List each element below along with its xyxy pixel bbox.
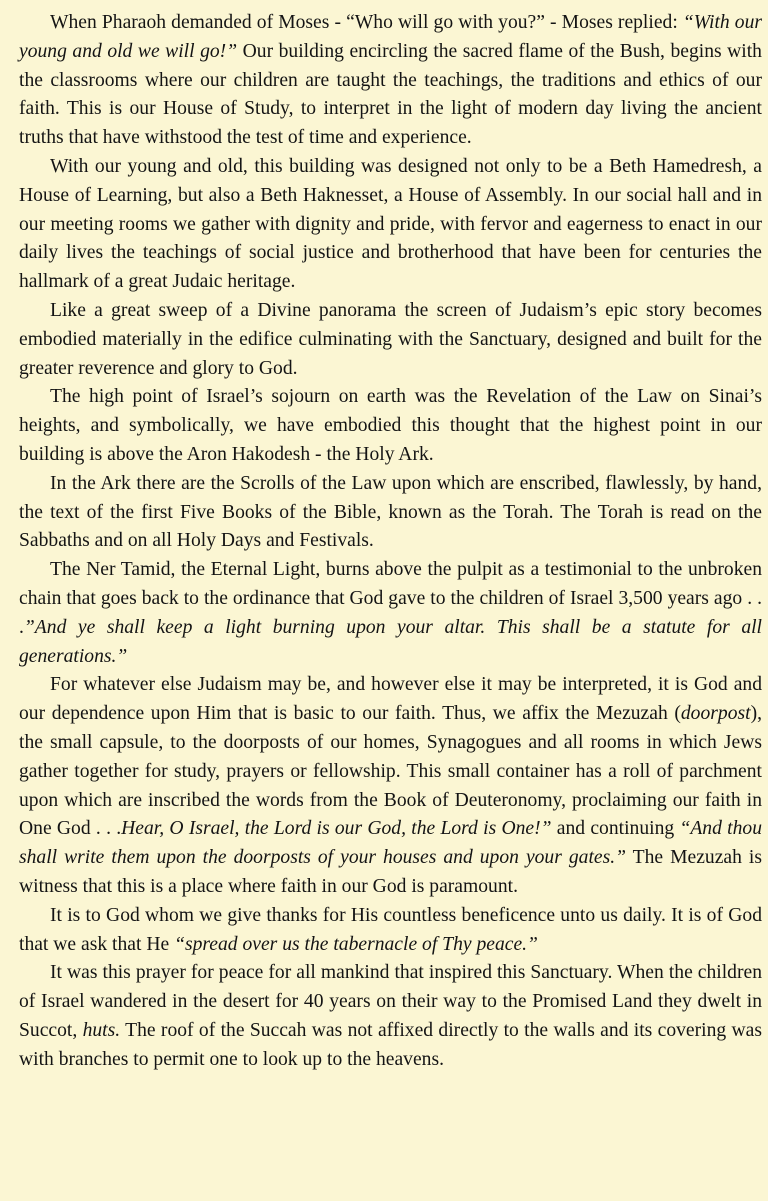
paragraph	[19, 297, 762, 383]
text-segment: The high point of Israel’s sojourn on earth was the Revelation of the Law on Sinai’s heights, and symbolically, we have embodied this thought that the highest point in our building is above the Aron Hakodesh - the Holy Ark.	[19, 386, 762, 465]
text-segment: It is to God whom we give thanks for His countless beneficence unto us daily. It is of God that we ask that He	[19, 904, 762, 955]
document-body	[19, 9, 762, 1074]
text-segment: For whatever else Judaism may be, and however else it may be interpreted, it is God and our dependence upon Him that is basic to our faith. Thus, we affix the Mezuzah (	[19, 674, 762, 725]
paragraph	[19, 959, 762, 1074]
text-segment: With our young and old, this building was designed not only to be a Beth Hamedresh, a House of Learning, but also a Beth Haknesset, a House of Assembly. In our social hall and in our meeting rooms we gather with dignity and pride, with fervor and eagerness to enact in our daily lives the teachings of social justice and brotherhood that have been for centuries the hallmark of a great Judaic heritage.	[19, 155, 762, 293]
text-segment: Our building encircling the sacred flame of the Bush, begins with the classrooms where our children are taught the teachings, the traditions and ethics of our faith. This is our House of Study, to interpret in the light of modern day living the ancient truths that have withstood the test of time and experience.	[19, 40, 762, 149]
paragraph	[19, 9, 762, 153]
paragraph	[19, 470, 762, 556]
italic-text: doorpost	[680, 703, 751, 725]
text-segment: The roof of the Succah was not affixed directly to the walls and its covering was with branches to permit one to look up to the heavens.	[19, 1019, 763, 1070]
italic-text: “spread over us the tabernacle of Thy peace.”	[174, 933, 538, 955]
italic-text: “And thou shall write them upon the doorposts of your houses and upon your gates.”	[19, 818, 762, 869]
paragraph	[19, 556, 762, 671]
paragraph	[19, 383, 762, 469]
text-segment: and continuing	[551, 818, 680, 840]
paragraph	[19, 902, 762, 960]
paragraph	[19, 153, 762, 297]
text-segment: The Ner Tamid, the Eternal Light, burns above the pulpit as a testimonial to the unbroken chain that goes back to the ordinance that God gave to the children of Israel 3,500 years ago . . .	[19, 559, 762, 638]
italic-text: “With our young and old we will go!”	[19, 12, 762, 62]
italic-text: Hear, O Israel, the Lord is our God, the Lord is One!”	[121, 818, 552, 840]
text-segment: It was this prayer for peace for all mankind that inspired this Sanctuary. When the children of Israel wandered in the desert for 40 years on their way to the Promised Land they dwelt in Succot,	[19, 962, 762, 1041]
italic-text: ”And ye shall keep a light burning upon your altar. This shall be a statute for all generations.”	[19, 616, 762, 667]
paragraph	[19, 671, 762, 901]
italic-text: huts.	[82, 1019, 121, 1041]
text-segment: ), the small capsule, to the doorposts of our homes, Synagogues and all rooms in which Jews gather together for study, prayers or fellowship. This small container has a roll of parchment upon which are inscribed the words from the Book of Deuteronomy, proclaiming our faith in One God . . .	[19, 703, 762, 840]
text-segment: In the Ark there are the Scrolls of the Law upon which are enscribed, flawlessly, by hand, the text of the first Five Books of the Bible, known as the Torah. The Torah is read on the Sabbaths and on all Holy Days and Festivals.	[19, 472, 762, 552]
text-segment: Like a great sweep of a Divine panorama the screen of Judaism’s epic story becomes embodied materially in the edifice culminating with the Sanctuary, designed and built for the greater reverence and glory to God.	[19, 299, 762, 379]
text-segment: When Pharaoh demanded of Moses - “Who will go with you?” - Moses replied:	[50, 12, 683, 33]
text-segment: The Mezuzah is witness that this is a place where faith in our God is paramount.	[19, 847, 762, 897]
